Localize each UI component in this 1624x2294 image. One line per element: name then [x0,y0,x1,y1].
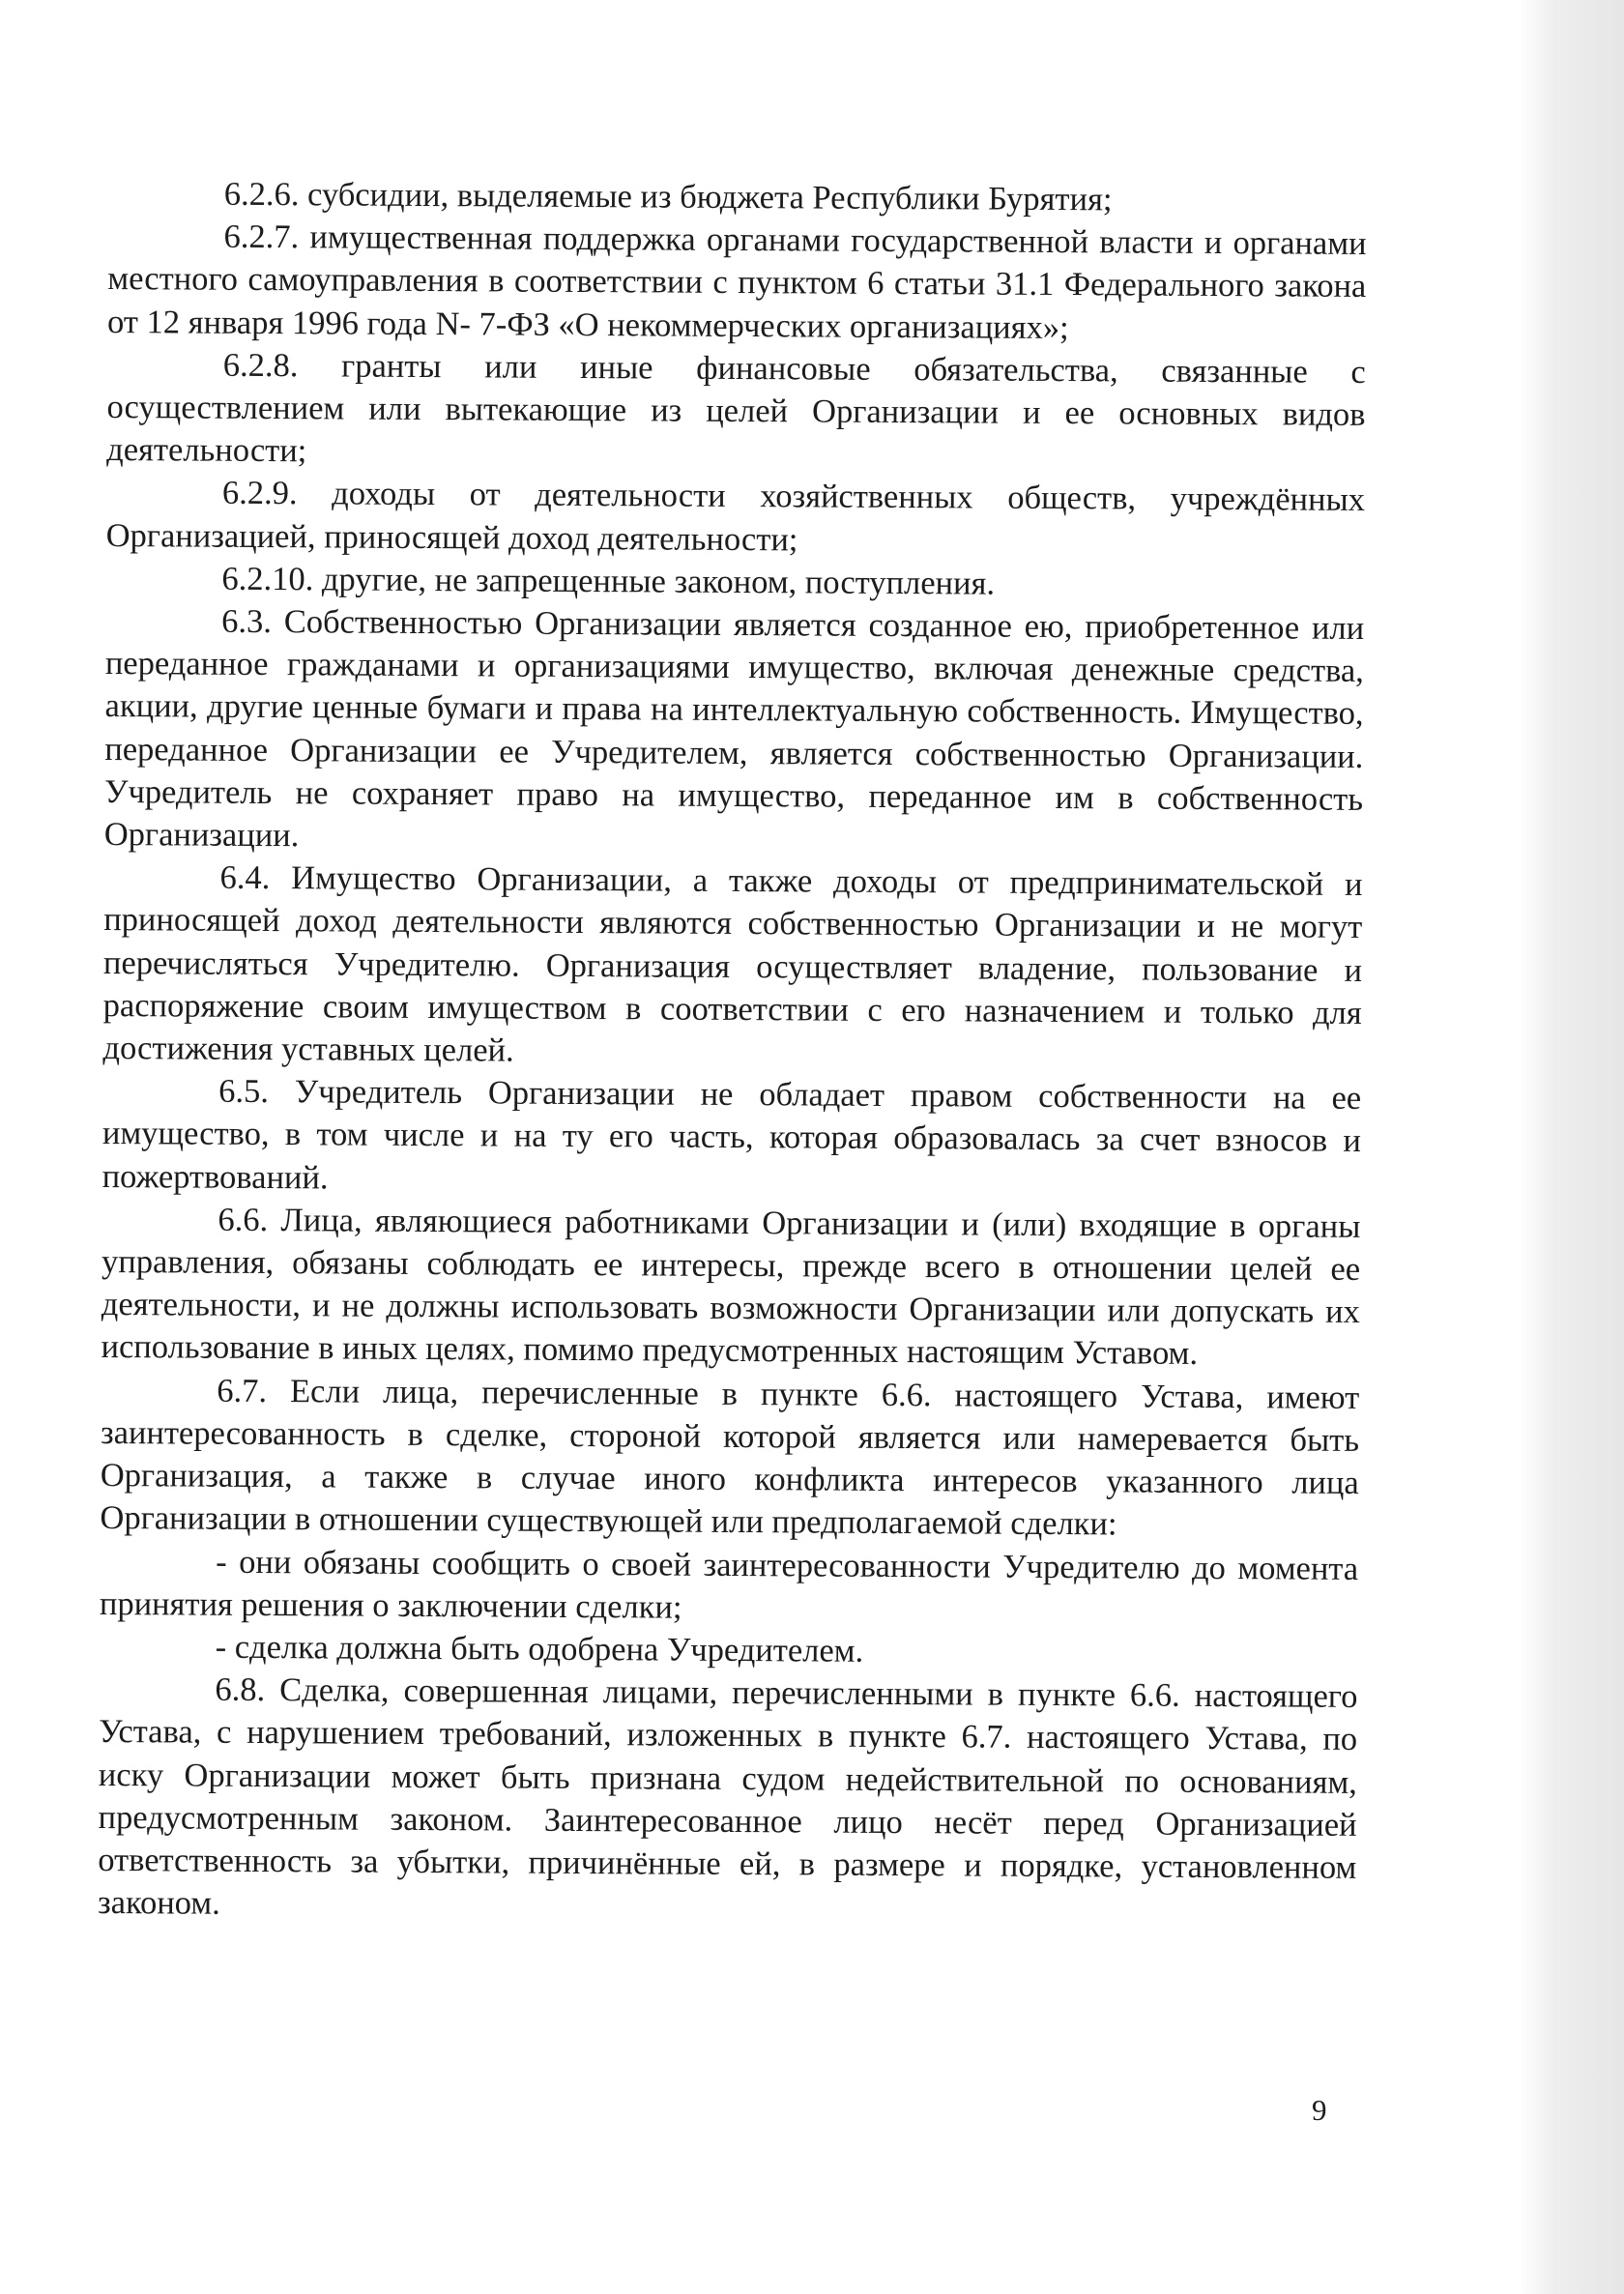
paragraph-6-6: 6.6. Лица, являющиеся работниками Организации и (или) входящие в органы управления, обязаны соблюдать ее интересы, прежде всего в отношении целей ее деятельности, и не должны использовать возможности Организации или допускать их использование в иных целях, помимо предусмотренных настоящим Уставом. [101,1201,1361,1373]
paragraph-6-2-7: 6.2.7. имущественная поддержка органами государственной власти и органами местного самоуправления в соответствии с пунктом 6 статьи 31.1 Федерального закона от 12 января 1996 года N- 7-ФЗ «О некоммерческих организациях»; [106,218,1367,346]
paragraph-6-7: 6.7. Если лица, перечисленные в пункте 6.6. настоящего Устава, имеют заинтересованность в сделке, стороной которой является или намеревается быть Организация, а также в случае иного конфликта интересов указанного лица Организации в отношении существующей или предполагаемой сделки: [100,1372,1360,1543]
paragraph-6-2-8: 6.2.8. гранты или иные финансовые обязательства, связанные с осуществлением или вытекающие из целей Организации и ее основных видов деятельности; [106,346,1366,470]
page-number: 9 [1312,2093,1327,2127]
document-body [98,172,1367,1931]
paragraph-6-5: 6.5. Учредитель Организации не обладает правом собственности на ее имущество, в том числе и на ту его часть, которая образовалась за счет взносов и пожертвований. [102,1072,1362,1197]
paragraph-6-2-6: 6.2.6. субсидии, выделяемые из бюджета Республики Бурятия; [223,175,1113,218]
scan-edge-shadow [1518,0,1624,2294]
paragraph-6-8: 6.8. Сделка, совершенная лицами, перечисленными в пункте 6.6. настоящего Устава, с нарушением требований, изложенных в пункте 6.7. настоящего Устава, по иску Организации может быть признана судом недействительной по основаниям, предусмотренным законом. Заинтересованное лицо несёт перед Организацией ответственность за убытки, причинённые ей, в размере и порядке, установленном законом. [97,1670,1358,1922]
paragraph-6-7-item-2: - сделка должна быть одобрена Учредителем. [215,1628,864,1670]
paragraph-6-2-9: 6.2.9. доходы от деятельности хозяйственных обществ, учреждённых Организацией, приносящей доход деятельности; [105,475,1366,558]
paragraph-6-2-10: 6.2.10. другие, не запрещенные законом, поступления. [221,560,996,602]
paragraph-6-7-item-1: - они обязаны сообщить о своей заинтересованности Учредителю до момента принятия решения о заключении сделки; [99,1543,1359,1626]
paragraph-6-4: 6.4. Имущество Организации, а также доходы от предпринимательской и приносящей доход деятельности являются собственностью Организации и не могут перечисляться Учредителю. Организация осуществляет владение, пользование и распоряжение своим имуществом в соответствии с его назначением и только для достижения уставных целей. [102,858,1363,1069]
paragraph-6-3: 6.3. Собственностью Организации является созданное ею, приобретенное или переданное гражданами и организациями имущество, включая денежные средства, акции, другие ценные бумаги и права на интеллектуальную собственность. Имущество, переданное Организации ее Учредителем, является собственностью Организации. Учредитель не сохраняет право на имущество, переданное им в собственность Организации. [103,602,1365,855]
